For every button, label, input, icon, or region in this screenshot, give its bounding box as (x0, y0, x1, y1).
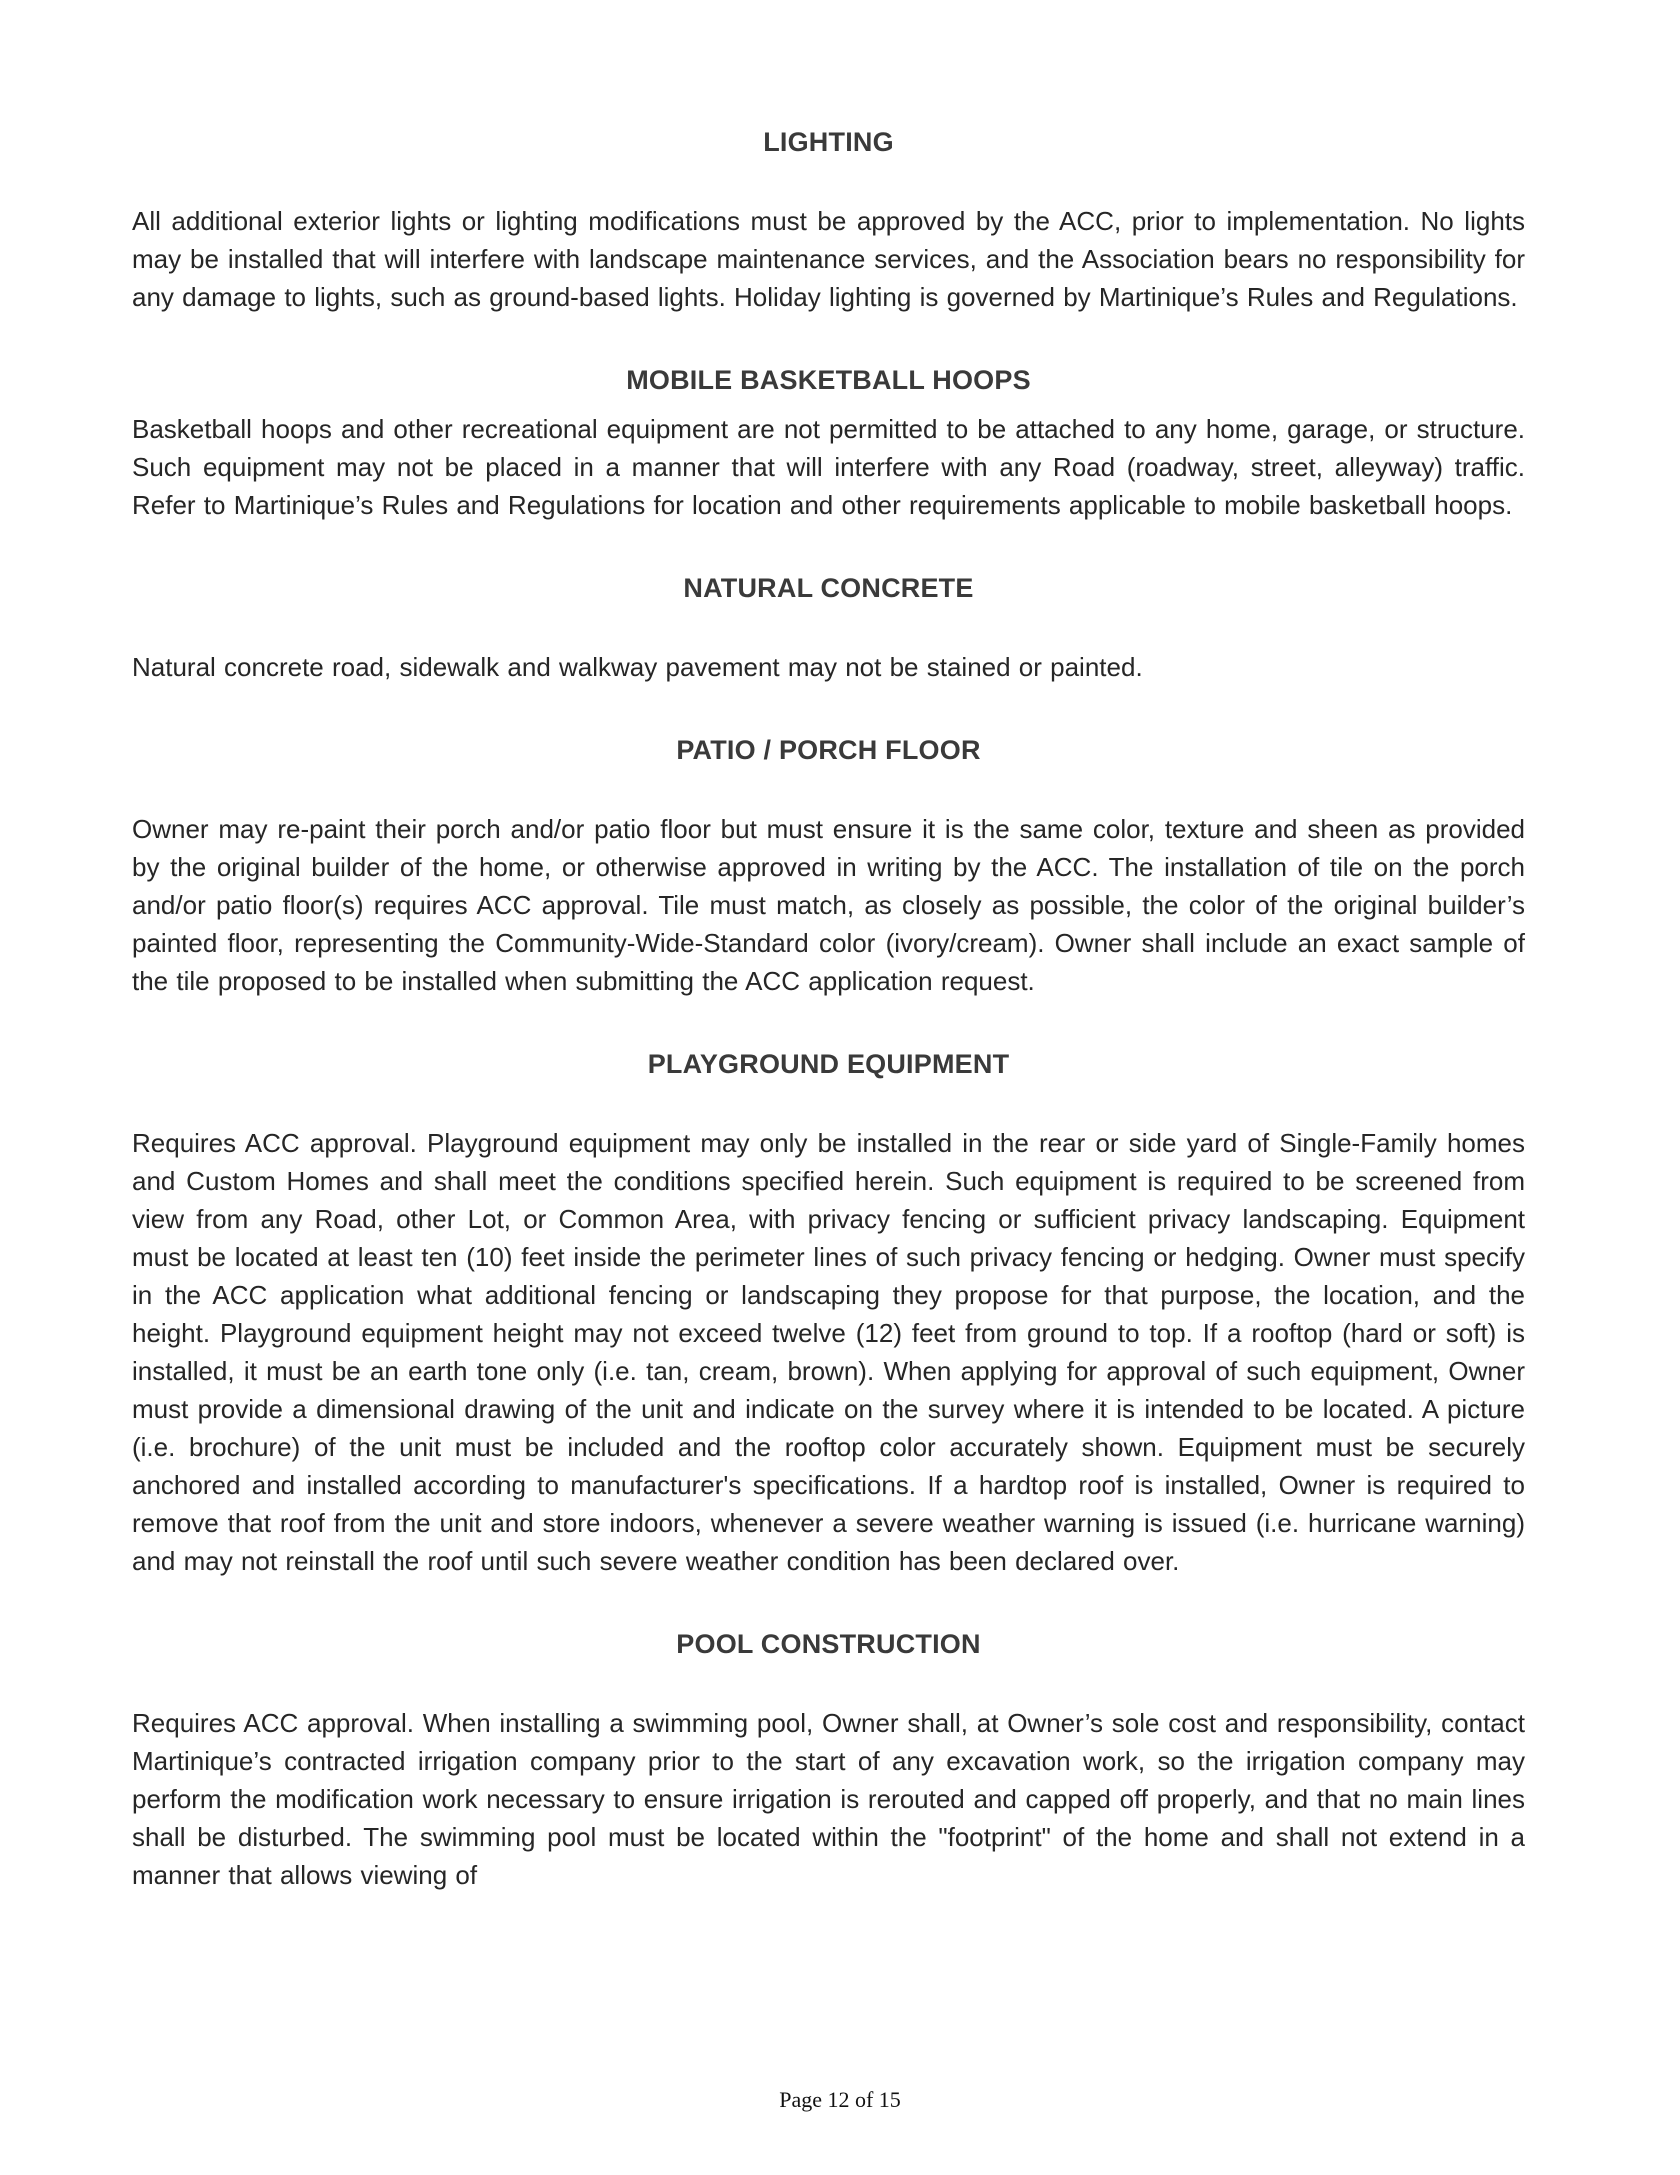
section-heading: MOBILE BASKETBALL HOOPS (626, 365, 1031, 395)
section-heading: NATURAL CONCRETE (683, 573, 974, 603)
document-content (132, 126, 1525, 1894)
paragraph: Requires ACC approval. When installing a swimming pool, Owner shall, at Owner’s sole cost and responsibility, contact Martinique’s contracted irrigation company prior to the start of any excavation work, so the irrigation company may perform the modification work necessary to ensure irrigation is rerouted and capped off properly, and that no main lines shall be disturbed. The swimming pool must be located within the "footprint" of the home and shall not extend in a manner that allows viewing of (132, 1708, 1525, 1890)
paragraph: All additional exterior lights or lighting modifications must be approved by the ACC, prior to implementation. No lights may be installed that will interfere with landscape maintenance services, and the Association bears no responsibility for any damage to lights, such as ground-based lights. Holiday lighting is governed by Martinique’s Rules and Regulations. (132, 206, 1525, 312)
section-lighting (132, 126, 1525, 316)
paragraph: Requires ACC approval. Playground equipment may only be installed in the rear or side yard of Single-Family homes and Custom Homes and shall meet the conditions specified herein. Such equipment is required to be screened from view from any Road, other Lot, or Common Area, with privacy fencing or sufficient privacy landscaping. Equipment must be located at least ten (10) feet inside the perimeter lines of such privacy fencing or hedging. Owner must specify in the ACC application what additional fencing or landscaping they propose for that purpose, the location, and the height. Playground equipment height may not exceed twelve (12) feet from ground to top. If a rooftop (hard or soft) is installed, it must be an earth tone only (i.e. tan, cream, brown). When applying for approval of such equipment, Owner must provide a dimensional drawing of the unit and indicate on the survey where it is intended to be located. A picture (i.e. brochure) of the unit must be included and the rooftop color accurately shown. Equipment must be securely anchored and installed according to manufacturer's specifications. If a hardtop roof is installed, Owner is required to remove that roof from the unit and store indoors, whenever a severe weather warning is issued (i.e. hurricane warning) and may not reinstall the roof until such severe weather condition has been declared over. (132, 1128, 1525, 1576)
section-natural-concrete (132, 572, 1525, 686)
section-heading: PLAYGROUND EQUIPMENT (647, 1049, 1010, 1079)
section-patio-porch-floor (132, 734, 1525, 1000)
section-playground-equipment (132, 1048, 1525, 1580)
section-heading: POOL CONSTRUCTION (676, 1629, 981, 1659)
paragraph: Owner may re-paint their porch and/or patio floor but must ensure it is the same color, texture and sheen as provided by the original builder of the home, or otherwise approved in writing by the ACC. The installation of tile on the porch and/or patio floor(s) requires ACC approval. Tile must match, as closely as possible, the color of the original builder’s painted floor, representing the Community-Wide-Standard color (ivory/cream). Owner shall include an exact sample of the tile proposed to be installed when submitting the ACC application request. (132, 814, 1525, 996)
section-heading: PATIO / PORCH FLOOR (676, 735, 981, 765)
paragraph: Natural concrete road, sidewalk and walkway pavement may not be stained or painted. (132, 652, 1143, 682)
section-heading: LIGHTING (763, 127, 894, 157)
paragraph: Basketball hoops and other recreational equipment are not permitted to be attached to any home, garage, or structure. Such equipment may not be placed in a manner that will interfere with any Road (roadway, street, alleyway) traffic. Refer to Martinique’s Rules and Regulations for location and other requirements applicable to mobile basketball hoops. (132, 414, 1525, 520)
section-mobile-basketball-hoops (132, 364, 1525, 524)
section-pool-construction (132, 1628, 1525, 1894)
page-number: Page 12 of 15 (779, 2087, 901, 2112)
